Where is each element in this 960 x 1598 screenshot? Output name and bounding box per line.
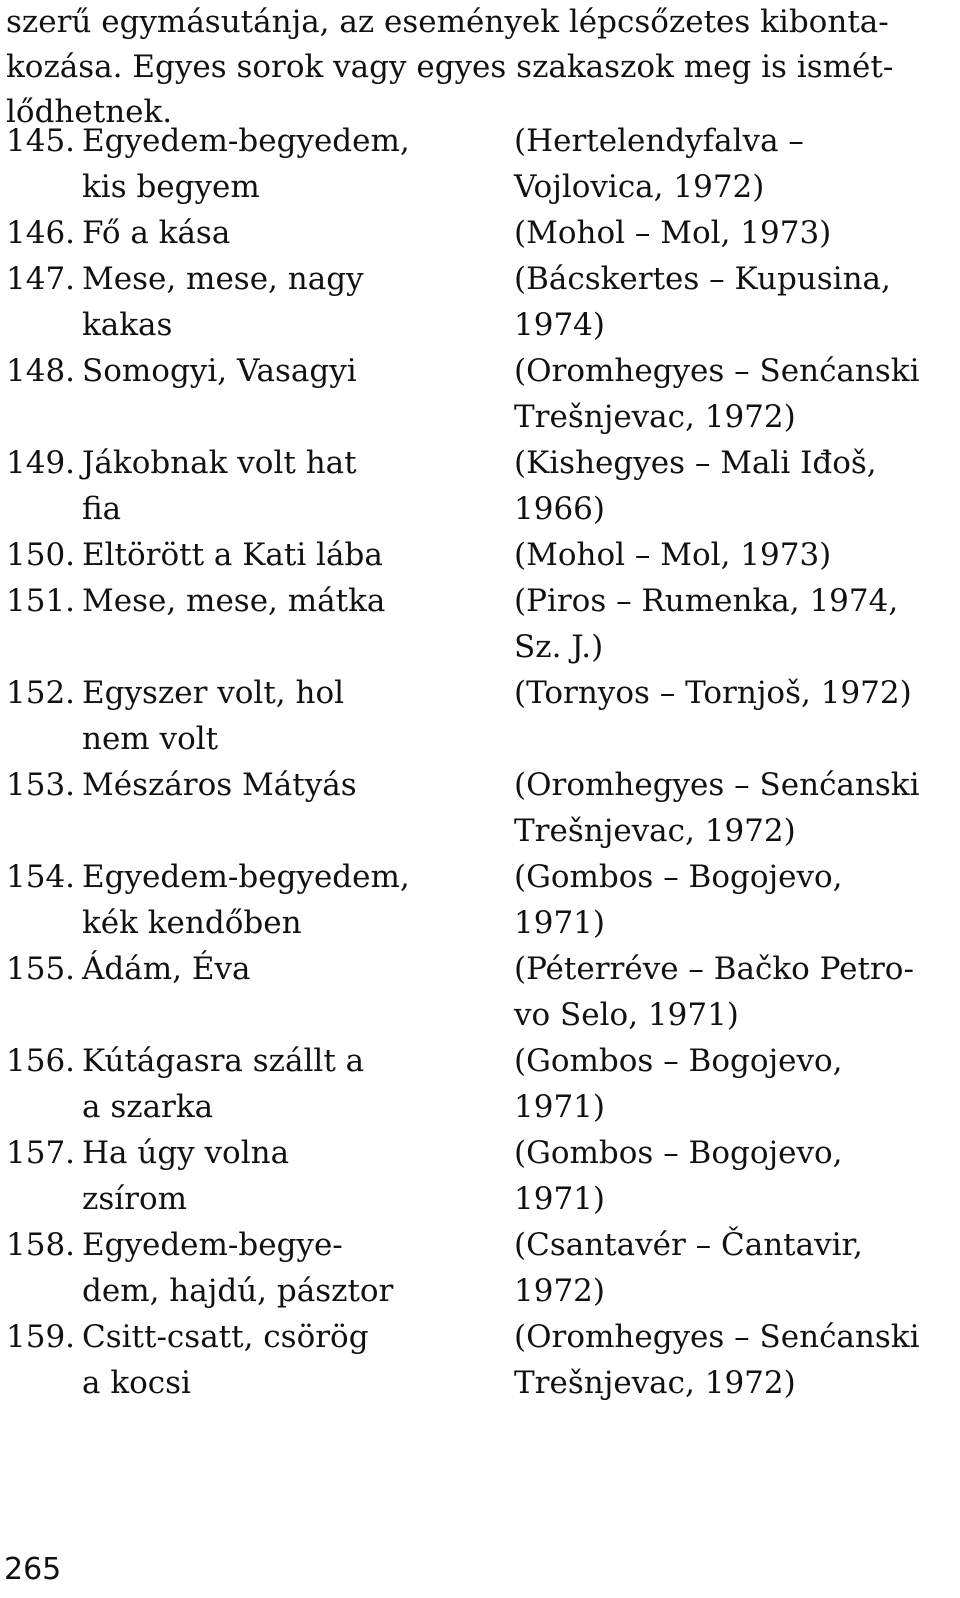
entry-source <box>514 854 950 946</box>
list-item <box>6 440 950 532</box>
list-item <box>6 1222 950 1314</box>
entry-list <box>6 118 950 1406</box>
entry-title <box>82 348 514 394</box>
entry-source <box>514 118 950 210</box>
entry-number: 145. <box>6 123 76 159</box>
entry-source-line: Trešnjevac, 1972) <box>514 813 796 849</box>
entry-source <box>514 1222 950 1314</box>
entry-source-line: (Oromhegyes – Senćanski <box>514 1319 920 1355</box>
intro-line: lődhetnek. <box>6 94 173 130</box>
entry-number: 151. <box>6 583 76 619</box>
entry-source-line: 1971) <box>514 1089 605 1125</box>
entry-number: 155. <box>6 951 76 987</box>
entry-title-line: Mészáros Mátyás <box>82 767 357 803</box>
entry-title-line: Egyedem-begye- <box>82 1227 343 1263</box>
entry-number: 152. <box>6 675 76 711</box>
entry-title <box>82 1130 514 1222</box>
entry-title-line: Somogyi, Vasagyi <box>82 353 357 389</box>
entry-title <box>82 532 514 578</box>
entry-source-line: (Gombos – Bogojevo, <box>514 859 843 895</box>
entry-title <box>82 210 514 256</box>
entry-source <box>514 1314 950 1406</box>
entry-source <box>514 532 950 578</box>
list-item <box>6 118 950 210</box>
entry-number: 154. <box>6 859 76 895</box>
entry-title <box>82 118 514 210</box>
entry-number: 147. <box>6 261 76 297</box>
entry-title <box>82 578 514 624</box>
entry-title-line: Eltörött a Kati lába <box>82 537 383 573</box>
entry-title <box>82 670 514 762</box>
entry-title-line: Egyedem-begyedem, <box>82 123 410 159</box>
entry-source <box>514 348 950 440</box>
list-item <box>6 532 950 578</box>
intro-line: szerű egymásutánja, az események lépcsőzetes kibonta- <box>6 4 889 40</box>
list-item <box>6 762 950 854</box>
list-item <box>6 946 950 1038</box>
entry-title-line: Ha úgy volna <box>82 1135 290 1171</box>
entry-source-line: 1971) <box>514 1181 605 1217</box>
intro-line: kozása. Egyes sorok vagy egyes szakaszok meg is ismét- <box>6 49 894 85</box>
list-item <box>6 854 950 946</box>
entry-title <box>82 256 514 348</box>
entry-source-line: (Gombos – Bogojevo, <box>514 1043 843 1079</box>
entry-source <box>514 762 950 854</box>
entry-source-line: (Bácskertes – Kupusina, <box>514 261 891 297</box>
list-item <box>6 348 950 440</box>
entry-number: 158. <box>6 1227 76 1263</box>
entry-source <box>514 256 950 348</box>
entry-title <box>82 440 514 532</box>
list-item <box>6 256 950 348</box>
entry-title-line: kék kendőben <box>82 905 302 941</box>
entry-source-line: (Kishegyes – Mali Iđoš, <box>514 445 877 481</box>
entry-title-line: fia <box>82 491 122 527</box>
entry-number: 157. <box>6 1135 76 1171</box>
entry-source-line: (Piros – Rumenka, 1974, <box>514 583 899 619</box>
page-number: 265 <box>4 1552 62 1587</box>
entry-source-line: 1971) <box>514 905 605 941</box>
entry-title-line: Csitt-csatt, csörög <box>82 1319 369 1355</box>
entry-source-line: (Mohol – Mol, 1973) <box>514 215 832 251</box>
entry-title-line: kakas <box>82 307 173 343</box>
entry-source <box>514 946 950 1038</box>
entry-source-line: Trešnjevac, 1972) <box>514 1365 796 1401</box>
entry-title <box>82 762 514 808</box>
entry-source-line: 1966) <box>514 491 605 527</box>
entry-title-line: Mese, mese, mátka <box>82 583 386 619</box>
entry-source <box>514 1130 950 1222</box>
list-item <box>6 578 950 670</box>
entry-number: 159. <box>6 1319 76 1355</box>
list-item <box>6 210 950 256</box>
entry-title-line: Fő a kása <box>82 215 231 251</box>
entry-title <box>82 1038 514 1130</box>
entry-number: 146. <box>6 215 76 251</box>
entry-source-line: (Oromhegyes – Senćanski <box>514 767 920 803</box>
entry-source <box>514 440 950 532</box>
entry-title-line: Kútágasra szállt a <box>82 1043 365 1079</box>
entry-source <box>514 578 950 670</box>
list-item <box>6 1314 950 1406</box>
entry-source-line: vo Selo, 1971) <box>514 997 739 1033</box>
entry-title-line: dem, hajdú, pásztor <box>82 1273 394 1309</box>
entry-title <box>82 854 514 946</box>
entry-source-line: (Gombos – Bogojevo, <box>514 1135 843 1171</box>
entry-source-line: (Tornyos – Tornjoš, 1972) <box>514 675 912 711</box>
entry-title-line: kis begyem <box>82 169 260 205</box>
entry-source-line: 1974) <box>514 307 605 343</box>
entry-source <box>514 210 950 256</box>
entry-number: 153. <box>6 767 76 803</box>
entry-number: 150. <box>6 537 76 573</box>
entry-source-line: (Mohol – Mol, 1973) <box>514 537 832 573</box>
list-item <box>6 1038 950 1130</box>
entry-title-line: a kocsi <box>82 1365 191 1401</box>
entry-source-line: (Hertelendyfalva – <box>514 123 804 159</box>
entry-number: 156. <box>6 1043 76 1079</box>
entry-title <box>82 946 514 992</box>
entry-title-line: Egyszer volt, hol <box>82 675 345 711</box>
entry-title-line: zsírom <box>82 1181 188 1217</box>
entry-title-line: Jákobnak volt hat <box>82 445 357 481</box>
entry-title <box>82 1314 514 1406</box>
entry-title <box>82 1222 514 1314</box>
list-item <box>6 1130 950 1222</box>
entry-source-line: Sz. J.) <box>514 629 604 665</box>
entry-title-line: nem volt <box>82 721 219 757</box>
entry-source-line: Trešnjevac, 1972) <box>514 399 796 435</box>
entry-source <box>514 1038 950 1130</box>
entry-number: 148. <box>6 353 76 389</box>
entry-title-line: a szarka <box>82 1089 214 1125</box>
entry-source-line: (Oromhegyes – Senćanski <box>514 353 920 389</box>
entry-source <box>514 670 950 716</box>
entry-source-line: (Péterréve – Bačko Petro- <box>514 951 914 987</box>
entry-number: 149. <box>6 445 76 481</box>
intro-paragraph <box>6 0 950 135</box>
entry-source-line: Vojlovica, 1972) <box>514 169 765 205</box>
entry-title-line: Ádám, Éva <box>82 951 251 987</box>
entry-title-line: Mese, mese, nagy <box>82 261 364 297</box>
list-item <box>6 670 950 762</box>
entry-source-line: 1972) <box>514 1273 605 1309</box>
entry-title-line: Egyedem-begyedem, <box>82 859 410 895</box>
entry-source-line: (Csantavér – Čantavir, <box>514 1227 863 1263</box>
